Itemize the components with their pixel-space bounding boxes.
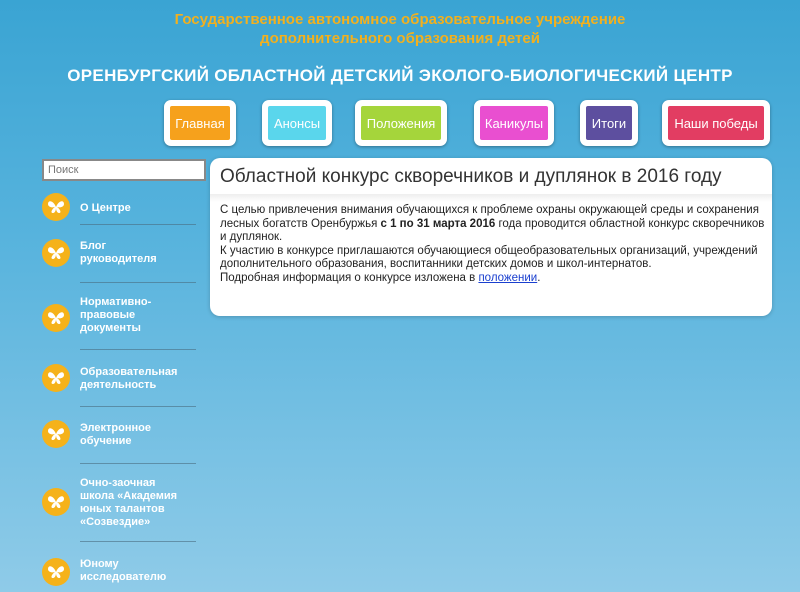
butterfly-icon (42, 364, 70, 392)
sidebar-item-label (80, 366, 196, 392)
sidebar-divider (80, 282, 196, 283)
article-paragraph-3 (220, 272, 765, 286)
butterfly-icon (42, 304, 70, 332)
sidebar-item-label-line: «Созвездие» (80, 516, 151, 528)
sidebar-item-label (80, 240, 196, 266)
sidebar-item-label-line: исследователю (80, 571, 167, 583)
nav-results[interactable] (580, 100, 638, 146)
nav-regulations-label: Положения (361, 106, 441, 140)
nav-holidays[interactable] (474, 100, 554, 146)
article-text: Подробная информация о конкурсе изложена в (220, 271, 479, 284)
sidebar-item-label-line: руководителя (80, 253, 157, 265)
sidebar-item-label-line: документы (80, 322, 141, 334)
article-text: года проводится областной конкурс скворечников и дуплянок. (220, 217, 765, 243)
sidebar-divider (80, 463, 196, 464)
sidebar-item-label-line: деятельность (80, 379, 157, 391)
butterfly-icon (42, 558, 70, 586)
butterfly-icon (42, 239, 70, 267)
sidebar-divider (80, 541, 196, 542)
nav-announcements-label: Анонсы (268, 106, 326, 140)
article-text: С целью привлечения внимания обучающихся к проблеме охраны окружающей среды и сохранения лесных богатств Оренбуржья (220, 204, 759, 230)
nav-holidays-label: Каникулы (480, 106, 548, 140)
sidebar-item-label-line: Нормативно- (80, 296, 152, 308)
article-text: . (537, 271, 541, 284)
nav-results-label: Итоги (586, 106, 632, 140)
sidebar-divider (80, 349, 196, 350)
article-paragraph-1 (220, 204, 765, 245)
article-panel (210, 158, 772, 316)
sidebar-item-label: О Центре (80, 202, 131, 214)
butterfly-icon (42, 420, 70, 448)
sidebar-item-label-line: правовые (80, 309, 136, 321)
sidebar-item-about[interactable] (40, 190, 196, 224)
sidebar-item-e-learning[interactable] (40, 418, 196, 458)
nav-home[interactable] (164, 100, 236, 146)
header-line-2: дополнительного образования детей (260, 30, 540, 47)
sidebar-item-label-line: юных талантов (80, 503, 165, 515)
butterfly-icon (42, 488, 70, 516)
header-subtitle (0, 10, 800, 48)
header-line-1: Государственное автономное образовательное учреждение (174, 11, 626, 28)
regulations-link[interactable]: положении (478, 271, 538, 284)
sidebar-item-label-line: Очно-заочная (80, 477, 156, 489)
sidebar-divider (80, 406, 196, 407)
sidebar-item-label-line: Юному (80, 558, 119, 570)
butterfly-icon (42, 193, 70, 221)
sidebar-item-label-line: обучение (80, 435, 132, 447)
nav-regulations[interactable] (355, 100, 447, 146)
nav-home-label: Главная (170, 106, 230, 140)
sidebar-item-label-line: Блог (80, 240, 107, 252)
sidebar-item-legal-docs[interactable] (40, 294, 196, 340)
article-title-divider (210, 194, 772, 202)
sidebar-item-young-researcher[interactable] (40, 554, 196, 590)
search-input[interactable] (42, 159, 206, 181)
article-date-range: с 1 по 31 марта 2016 (380, 217, 496, 230)
sidebar-item-label (80, 296, 196, 335)
sidebar-item-label (80, 477, 196, 529)
sidebar-item-label-line: Электронное (80, 422, 151, 434)
article-body (220, 204, 765, 285)
site-title: ОРЕНБУРГСКИЙ ОБЛАСТНОЙ ДЕТСКИЙ ЭКОЛОГО-БИОЛОГИЧЕСКИЙ ЦЕНТР (67, 66, 733, 85)
nav-announcements[interactable] (262, 100, 332, 146)
main-nav (0, 100, 800, 146)
nav-victories-label: Наши победы (668, 106, 764, 140)
sidebar-item-education[interactable] (40, 360, 196, 400)
nav-victories[interactable] (662, 100, 770, 146)
sidebar-divider (80, 224, 196, 225)
article-paragraph-2: К участию в конкурсе приглашаются обучающиеся общеобразовательных организаций, учреждений дополнительного образования, воспитанники детских домов и школ-интернатов. (220, 244, 758, 270)
sidebar-item-blog[interactable] (40, 236, 196, 276)
article-title: Областной конкурс скворечников и дуплянок в 2016 году (220, 166, 722, 187)
sidebar-item-label (80, 422, 196, 448)
sidebar-item-academy[interactable] (40, 474, 196, 534)
sidebar-item-label (80, 558, 196, 584)
sidebar-item-label-line: Образовательная (80, 366, 178, 378)
sidebar-item-label-line: школа «Академия (80, 490, 178, 502)
